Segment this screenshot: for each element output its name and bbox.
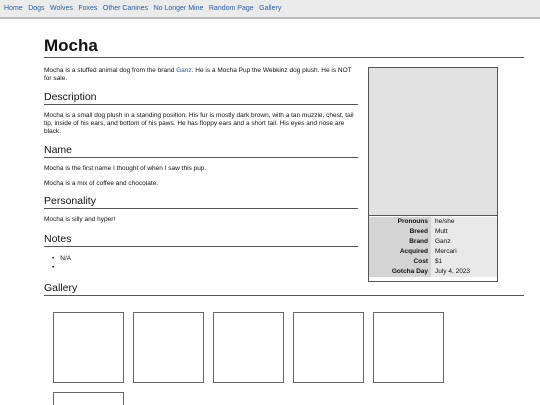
name-paragraph-1: Mocha is the first name I thought of when I saw this pup.	[44, 165, 207, 172]
infobox-key: Gotcha Day	[369, 267, 431, 277]
infobox	[368, 67, 498, 282]
infobox-key: Pronouns	[369, 217, 431, 227]
name-heading: Name	[44, 144, 358, 158]
nav-random-page-link[interactable]: Random Page	[208, 5, 254, 12]
infobox-row-acquired	[369, 247, 497, 257]
infobox-row-pronouns	[369, 217, 497, 227]
infobox-value: Mercari	[431, 247, 497, 257]
gallery-image-placeholder[interactable]	[53, 392, 124, 405]
infobox-image-placeholder	[369, 68, 497, 216]
infobox-key: Acquired	[369, 247, 431, 257]
notes-item	[52, 263, 71, 272]
gallery-image-placeholder[interactable]	[293, 312, 364, 383]
infobox-value: July 4, 2023	[431, 267, 497, 277]
top-nav	[0, 0, 540, 19]
description-heading: Description	[44, 91, 358, 105]
gallery-image-placeholder[interactable]	[53, 312, 124, 383]
description-text: Mocha is a small dog plush in a standing position. His fur is mostly dark brown, with a tan muzzle, chest, tail tip, inside of his ears, and bottom of his paws. He has floppy ears and a short tail. His eyes and nose are black.	[44, 112, 354, 135]
infobox-value: he/she	[431, 217, 497, 227]
nav-foxes-link[interactable]: Foxes	[78, 5, 98, 12]
nav-gallery-link[interactable]: Gallery	[259, 5, 282, 12]
page-title: Mocha	[44, 36, 524, 58]
notes-list	[52, 254, 71, 272]
infobox-key: Breed	[369, 227, 431, 237]
gallery-image-placeholder[interactable]	[133, 312, 204, 383]
infobox-row-breed	[369, 227, 497, 237]
gallery-heading: Gallery	[44, 282, 524, 296]
personality-text: Mocha is silly and hyper!	[44, 216, 116, 223]
name-paragraph-2: Mocha is a mix of coffee and chocolate.	[44, 180, 159, 187]
infobox-row-gotcha-day	[369, 267, 497, 277]
infobox-value: Ganz	[431, 237, 497, 247]
gallery-image-placeholder[interactable]	[213, 312, 284, 383]
nav-dogs-link[interactable]: Dogs	[28, 5, 45, 12]
gallery-image-placeholder[interactable]	[373, 312, 444, 383]
infobox-key: Brand	[369, 237, 431, 247]
nav-wolves-link[interactable]: Wolves	[50, 5, 73, 12]
notes-heading: Notes	[44, 233, 358, 247]
personality-heading: Personality	[44, 195, 358, 209]
notes-item: • N/A	[52, 254, 71, 263]
brand-link[interactable]: Ganz	[176, 67, 192, 74]
intro-text-after: . He is a Mocha Pup the Webkinz dog plush. He is NOT for sale.	[44, 67, 352, 82]
infobox-value: Mutt	[431, 227, 497, 237]
infobox-row-brand	[369, 237, 497, 247]
infobox-value: $1	[431, 257, 497, 267]
nav-other-canines-link[interactable]: Other Canines	[102, 5, 149, 12]
infobox-row-cost	[369, 257, 497, 267]
intro-paragraph	[44, 67, 358, 83]
nav-home-link[interactable]: Home	[4, 5, 23, 12]
intro-text-before: Mocha is a stuffed animal dog from the brand	[44, 67, 177, 74]
infobox-key: Cost	[369, 257, 431, 267]
nav-no-longer-mine-link[interactable]: No Longer Mine	[153, 5, 204, 12]
